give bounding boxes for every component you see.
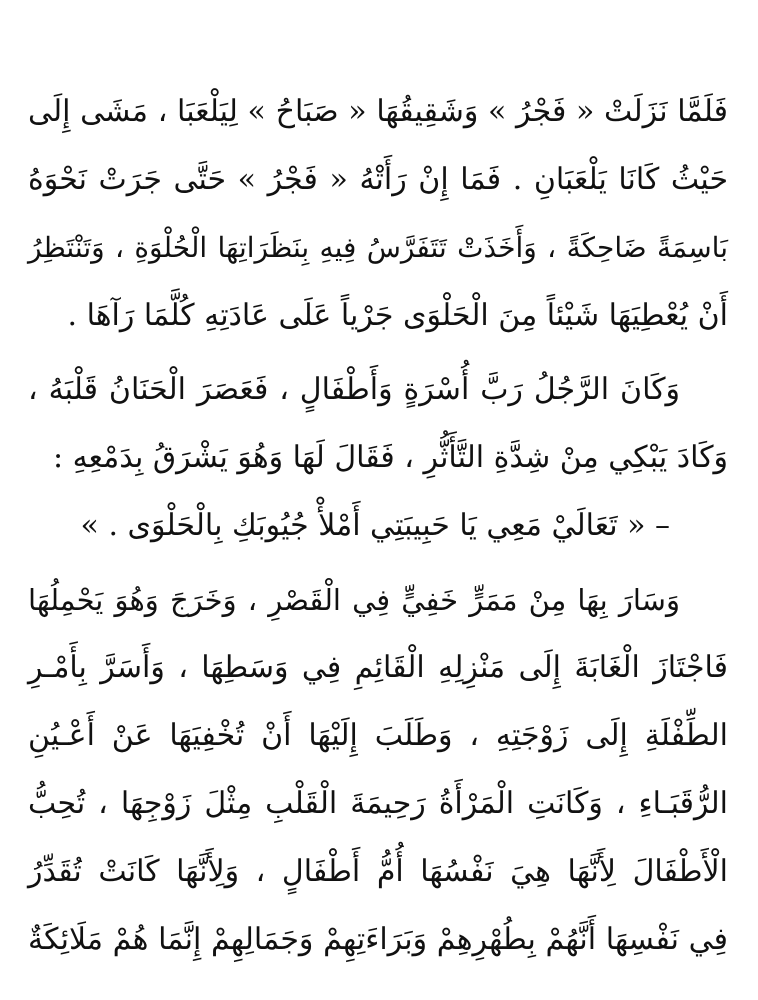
text-line: فَلَمَّا نَزَلَتْ « فَجْرُ » وَشَقِيقُهَا « صَبَاحُ » لِيَلْعَبَا ، مَشَى إِلَى [28, 94, 728, 129]
text-line: حَيْثُ كَانَا يَلْعَبَانِ . فَمَا إِنْ رَأَتْهُ « فَجْرُ » حَتَّى جَرَتْ نَحْوَهُ [28, 162, 728, 197]
text-line: فِي نَفْسِهَا أَنَّهُمْ بِطُهْرِهِمْ وَبَرَاءَتِهِمْ وَجَمَالِهِمْ إِنَّمَا هُمْ مَلَائِكَةٌ [28, 922, 728, 957]
text-line: بَاسِمَةً ضَاحِكَةً ، وَأَخَذَتْ تَتَفَرَّسُ فِيهِ بِنَظَرَاتِهَا الْحُلْوَةِ ، وَتَنْتَظِرُ [28, 231, 728, 264]
page-text [28, 78, 728, 974]
text-line: الْأَطْفَالَ لِأَنَّهَا هِيَ نَفْسُهَا أُمُّ أَطْفَالٍ ، وَلِأَنَّهَا كَانَتْ تُقَدِّرُ [28, 854, 728, 889]
text-line: – « تَعَالَيْ مَعِي يَا حَبِيبَتِي أَمْلأْ جُيُوبَكِ بِالْحَلْوَى . » [80, 508, 670, 543]
text-line: أَنْ يُعْطِيَهَا شَيْئاً مِنَ الْحَلْوَى جَرْياً عَلَى عَادَتِهِ كُلَّمَا رَآهَا . [67, 298, 728, 333]
text-line: الطِّفْلَةِ إِلَى زَوْجَتِهِ ، وَطَلَبَ إِلَيْهَا أَنْ تُخْفِيَهَا عَنْ أَعْـيُنِ [28, 718, 728, 753]
text-line: وَسَارَ بِهَا مِنْ مَمَرٍّ خَفِيٍّ فِي الْقَصْرِ ، وَخَرَجَ وَهُوَ يَحْمِلُهَا [28, 583, 680, 617]
text-line: وَكَادَ يَبْكِي مِنْ شِدَّةِ التَّأَثُّرِ ، فَقَالَ لَهَا وَهُوَ يَشْرَقُ بِدَمْعِهِ : [52, 440, 728, 475]
text-line: فَاجْتَازَ الْغَابَةَ إِلَى مَنْزِلِهِ الْقَائِمِ فِي وَسَطِهَا ، وَأَسَرَّ بِأَمْـرِ [28, 650, 728, 685]
text-line: وَكَانَ الرَّجُلُ رَبَّ أُسْرَةٍ وَأَطْفَالٍ ، فَعَصَرَ الْحَنَانُ قَلْبَهُ ، [28, 372, 680, 407]
text-line: الرُّقَبَـاءِ ، وَكَانَتِ الْمَرْأَةُ رَحِيمَةَ الْقَلْبِ مِثْلَ زَوْجِهَا ، تُحِبُّ [28, 786, 728, 821]
